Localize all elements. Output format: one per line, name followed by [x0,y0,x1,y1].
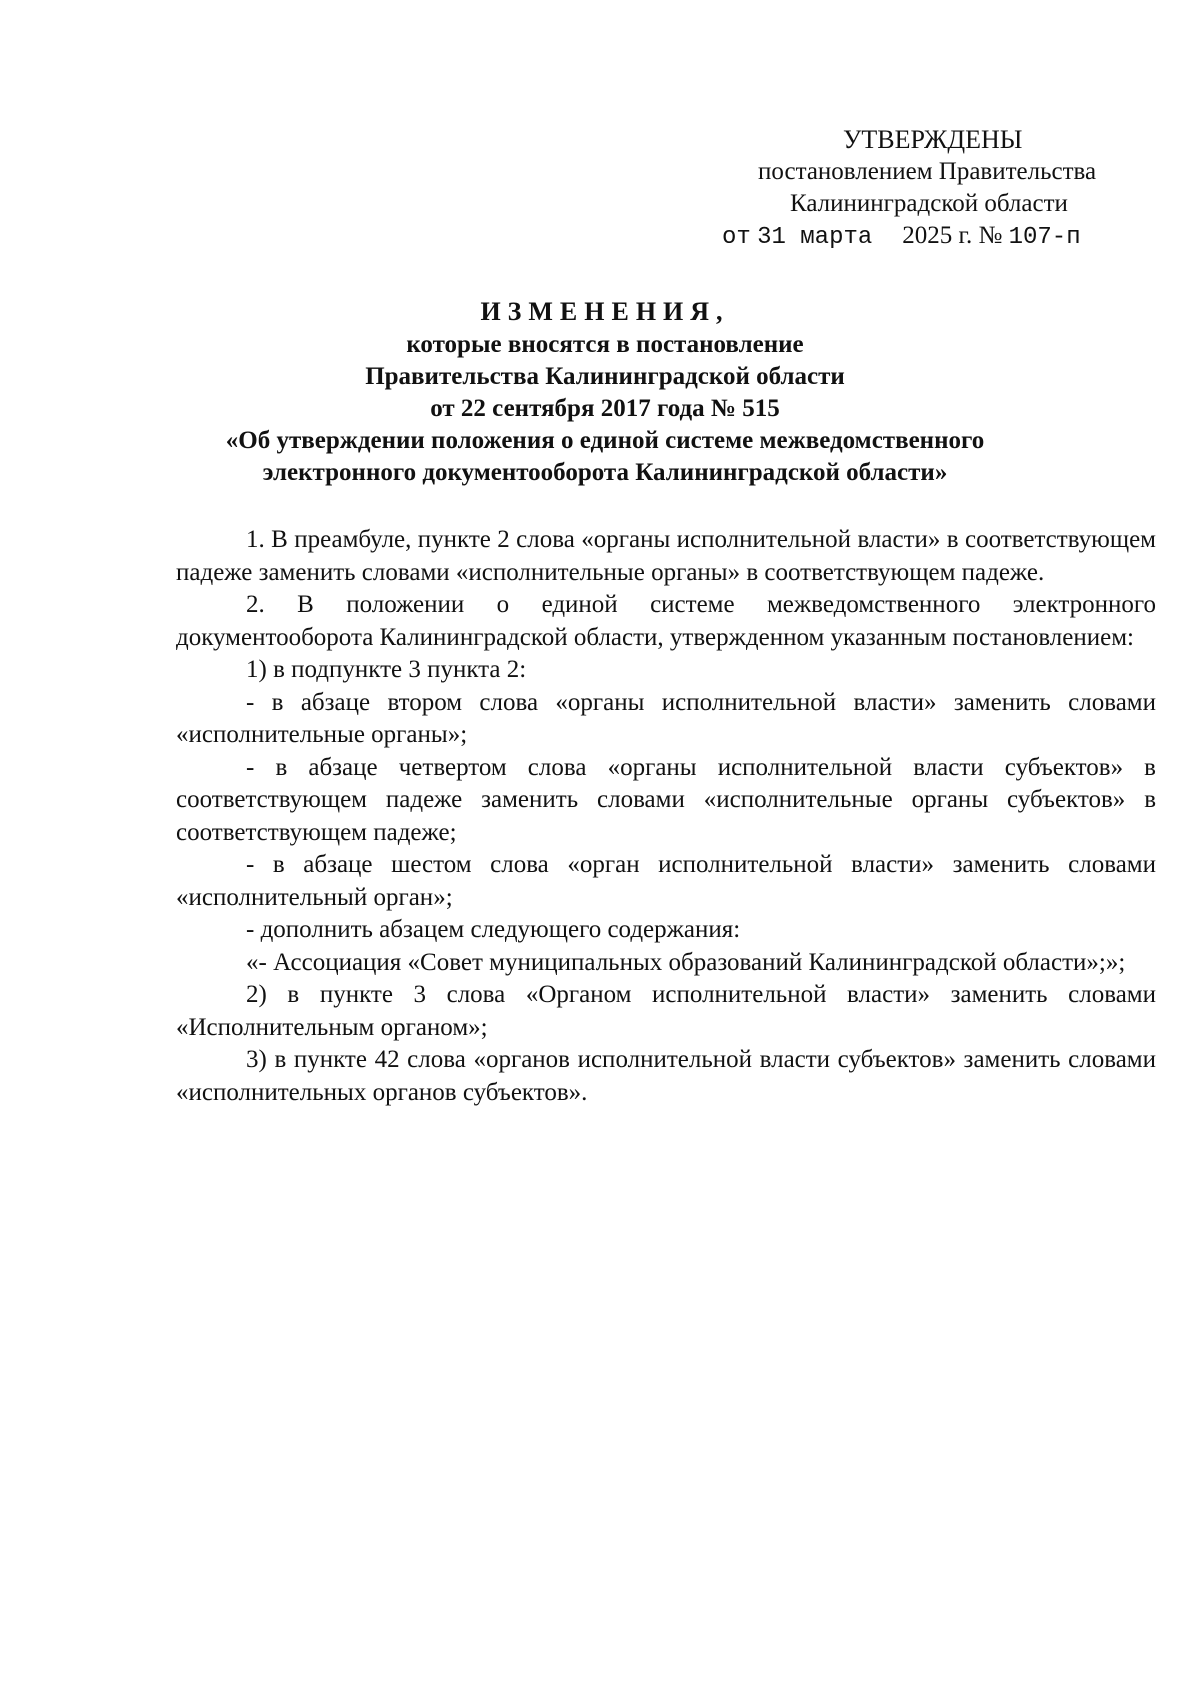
title-heading: ИЗМЕНЕНИЯ, [480,297,730,326]
paragraph-3: 1) в подпункте 3 пункта 2: [246,656,527,683]
title-line-4: «Об утверждении положения о единой системе межведомственного [225,427,985,454]
paragraph-2: 2. В положении о единой системе межведомственного электронного документооборота Калининградской области, утвержденном указанным постановлением: [176,591,1156,651]
paragraph-8: «- Ассоциация «Совет муниципальных образований Калининградской области»;»; [246,948,1126,976]
approval-year: 2025 г. № [902,222,1003,249]
document-body [176,524,1156,1109]
paragraph-1: 1. В преамбуле, пункте 2 слова «органы исполнительной власти» в соответствующем падеже заменить словами «исполнительные органы» в соответствующем падеже. [176,526,1156,586]
title-line-1: которые вносятся в постановление [406,331,804,358]
title-line-5: электронного документооборота Калининградской области» [262,459,948,486]
paragraph-7: - дополнить абзацем следующего содержания: [246,916,741,943]
approval-title: УТВЕРЖДЕНЫ [843,125,1023,154]
approval-date-line [660,220,1130,254]
paragraph-6: - в абзаце шестом слова «орган исполнительной власти» заменить словами «исполнительный орган»; [176,851,1156,911]
date-prefix: от [722,224,751,251]
paragraph-9: 2) в пункте 3 слова «Органом исполнительной власти» заменить словами «Исполнительным органом»; [176,981,1156,1041]
paragraph-10: 3) в пункте 42 слова «органов исполнительной власти субъектов» заменить словами «исполнительных органов субъектов». [176,1046,1156,1106]
title-line-3: от 22 сентября 2017 года № 515 [430,395,780,422]
paragraph-4: - в абзаце втором слова «органы исполнительной власти» заменить словами «исполнительные органы»; [176,688,1156,748]
paragraph-5: - в абзаце четвертом слова «органы исполнительной власти субъектов» в соответствующем падеже заменить словами «исполнительные органы субъектов» в соответствующем падеже; [176,753,1156,846]
title-line-2: Правительства Калининградской области [365,363,845,390]
approval-date: 31 марта [757,224,873,251]
approval-line-resolution: постановлением Правительства [758,158,1097,185]
approval-line-region: Калининградской области [790,190,1068,217]
document-title [170,296,1040,489]
approval-stamp [660,124,1130,254]
approval-number: 107-п [1008,224,1081,251]
